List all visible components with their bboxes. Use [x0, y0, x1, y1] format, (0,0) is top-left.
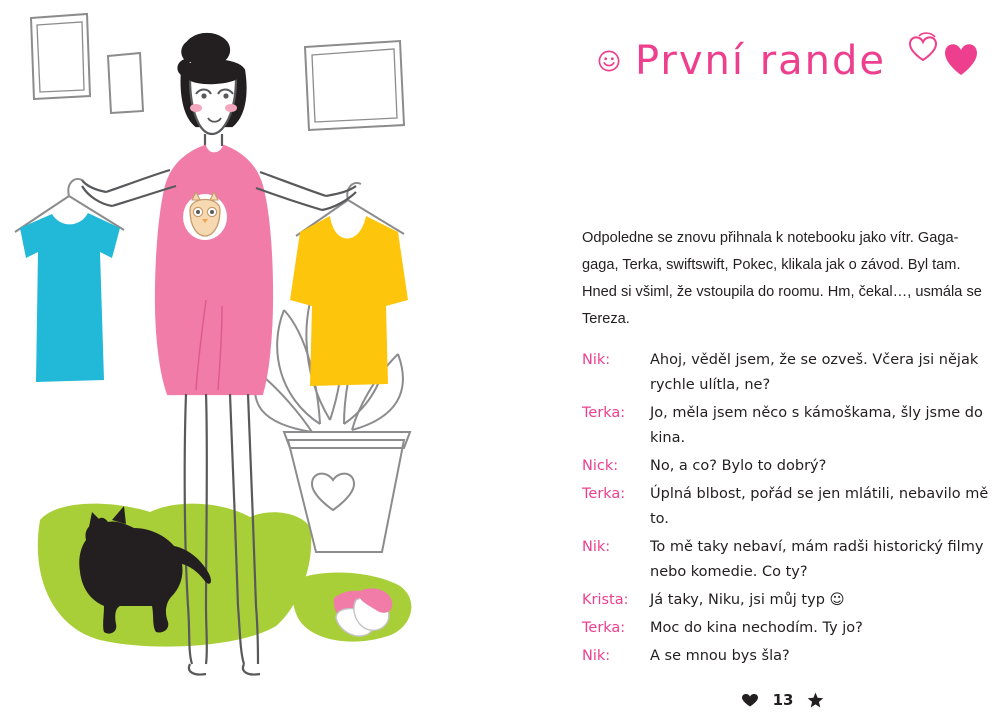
chat-message: Jo, měla jsem něco s kámoškama, šly jsme do kina. [650, 405, 983, 446]
chat-line [582, 401, 990, 451]
chat-speaker: Terka: [582, 620, 626, 636]
page-footer [565, 691, 1000, 709]
smiley-face-icon [598, 50, 620, 72]
chat-line [582, 482, 990, 532]
chat-transcript [582, 348, 990, 672]
chat-speaker: Nik: [582, 352, 611, 368]
chat-message: Úplná blbost, pořád se jen mlátili, nebavilo mě to. [650, 486, 989, 527]
text-panel [565, 0, 1000, 723]
blue-tank-top [20, 213, 120, 382]
chat-message: Ahoj, věděl jsem, že se ozveš. Včera jsi nějak rychle ulítla, ne? [650, 352, 979, 393]
page-number: 13 [772, 691, 794, 709]
picture-frame-small-left [31, 14, 90, 99]
chat-line [582, 535, 990, 585]
heart-icon [741, 693, 759, 707]
chat-speaker: Nick: [582, 458, 619, 474]
chat-message: To mě taky nebaví, mám radši historický filmy nebo komedie. Co ty? [650, 539, 984, 580]
chat-line [582, 588, 990, 613]
chat-line [582, 616, 990, 641]
chat-line [582, 454, 990, 479]
picture-frame-large-right [305, 41, 404, 130]
chat-message: Já taky, Niku, jsi můj typ ☺ [650, 592, 845, 608]
chat-line [582, 644, 990, 669]
chat-line [582, 348, 990, 398]
chat-speaker: Terka: [582, 405, 626, 421]
chat-speaker: Nik: [582, 539, 611, 555]
chapter-header [580, 38, 980, 108]
chat-speaker: Terka: [582, 486, 626, 502]
intro-paragraph: Odpoledne se znovu přihnala k notebooku jako vítr. Gaga-gaga, Terka, swiftswift, Pokec, klikala jak o závod. Byl tam. Hned si všiml, že vstoupila do roomu. Hm, čekal…, usmála se Tereza. [582, 230, 982, 327]
chat-message: A se mnou bys šla? [650, 648, 790, 664]
heart-on-pot [312, 474, 354, 510]
page-title: První rande [635, 38, 887, 84]
hearts-decoration-icon [905, 30, 995, 80]
chat-speaker: Nik: [582, 648, 611, 664]
chat-speaker: Krista: [582, 592, 629, 608]
chat-message: No, a co? Bylo to dobrý? [650, 458, 827, 474]
chat-message: Moc do kina nechodím. Ty jo? [650, 620, 863, 636]
picture-frame-tiny [108, 53, 143, 113]
star-icon [807, 692, 824, 709]
